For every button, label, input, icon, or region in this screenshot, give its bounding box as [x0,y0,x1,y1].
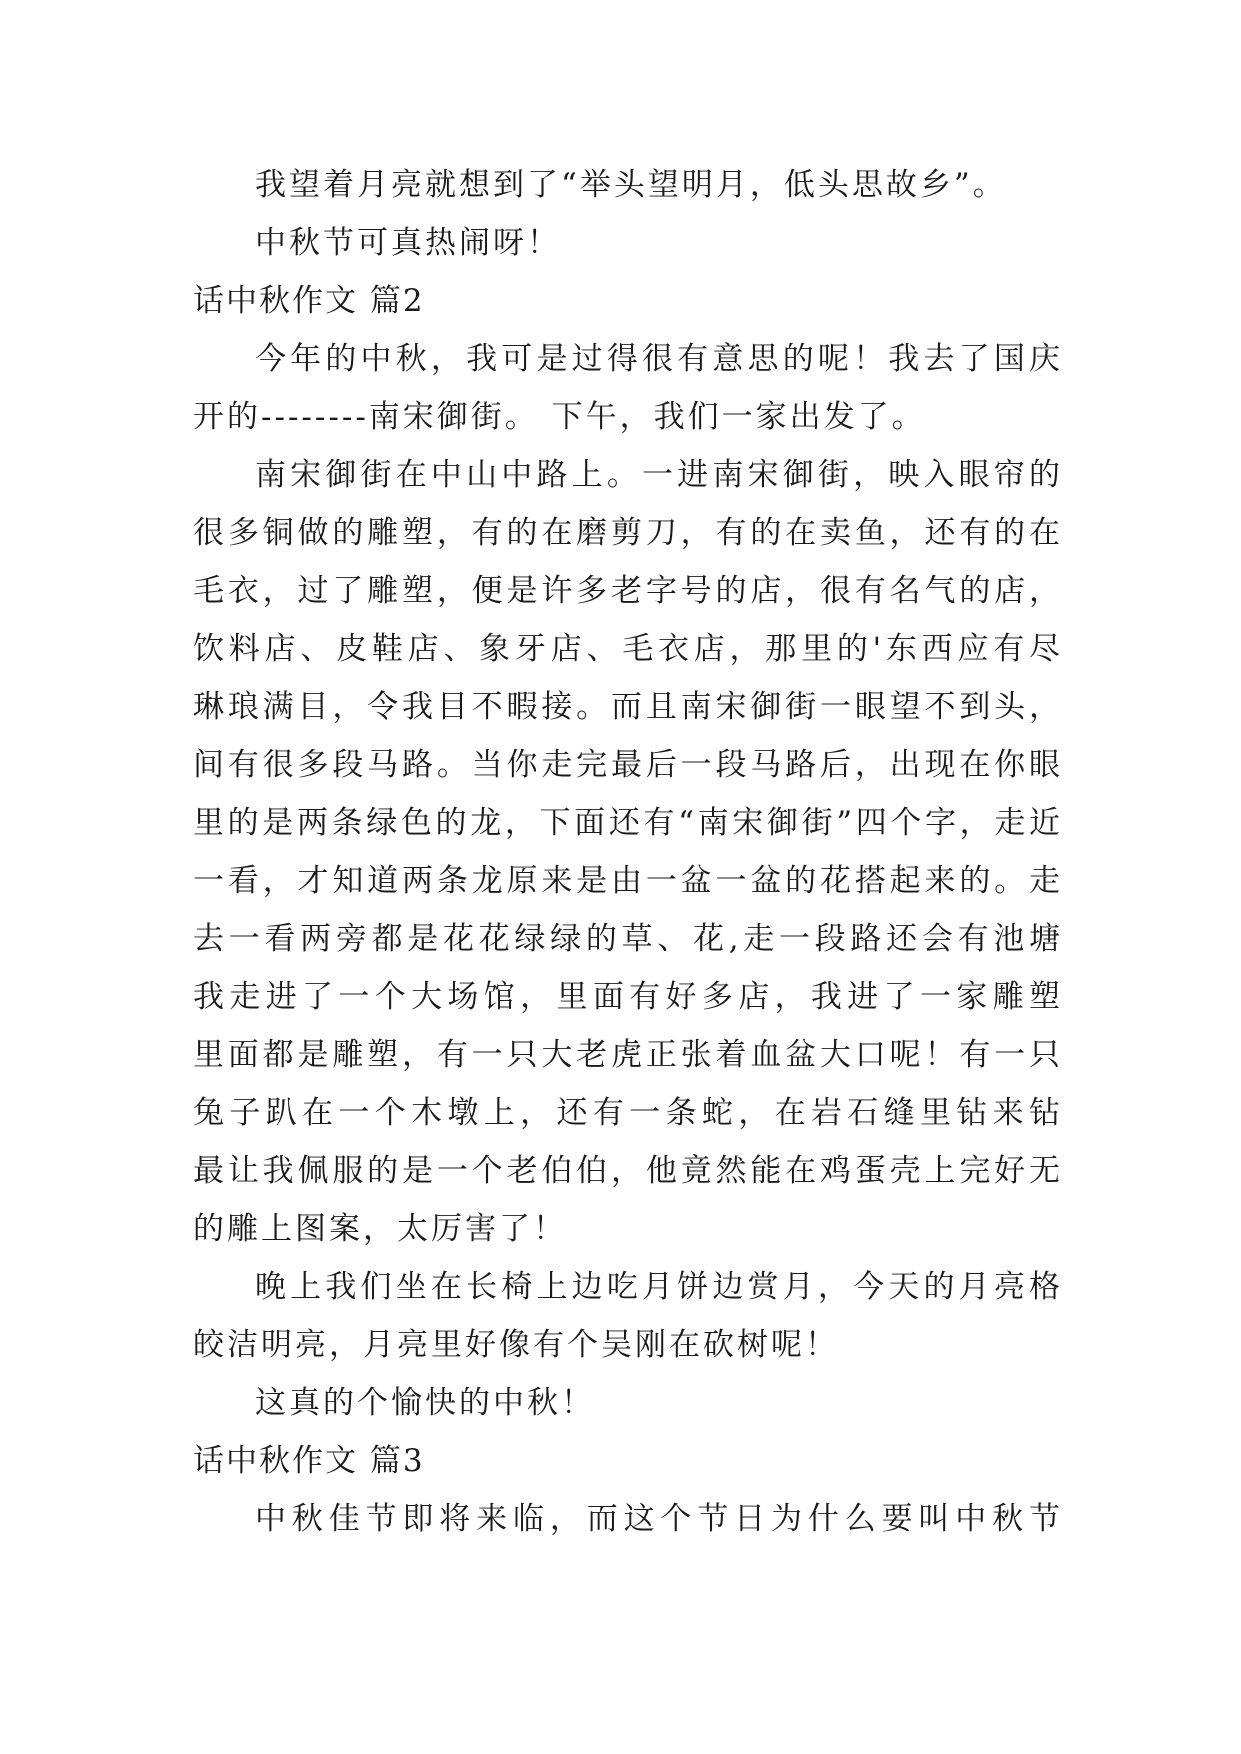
paragraph-line: 开的--------南宋御街。 下午，我们一家出发了。 [193,399,926,435]
paragraph-line: 这真的个愉快的中秋！ [255,1385,595,1421]
document-body [193,156,1063,1548]
paragraph-line: 琳琅满目，令我目不暇接。而且南宋御街一眼望不到头， [193,689,1063,725]
paragraph-line: 里的是两条绿色的龙，下面还有“南宋御街”四个字，走近 [193,805,1063,841]
section-heading: 话中秋作文 篇2 [193,283,425,319]
paragraph-line: 今年的中秋，我可是过得很有意思的呢！我去了国庆 [255,341,1063,377]
paragraph-line: 间有很多段马路。当你走完最后一段马路后，出现在你眼 [193,747,1063,783]
paragraph-line: 中秋佳节即将来临，而这个节日为什么要叫中秋节 [255,1501,1063,1537]
paragraph-line: 的雕上图案，太厉害了！ [193,1211,567,1247]
paragraph-line: 饮料店、皮鞋店、象牙店、毛衣店，那里的'东西应有尽 [193,631,1063,667]
paragraph-line: 中秋节可真热闹呀！ [255,225,561,261]
paragraph-line: 晚上我们坐在长椅上边吃月饼边赏月，今天的月亮格 [255,1269,1063,1305]
paragraph-line: 一看，才知道两条龙原来是由一盆一盆的花搭起来的。走 [193,863,1063,899]
paragraph-line: 去一看两旁都是花花绿绿的草、花,走一段路还会有池塘 [193,921,1063,957]
paragraph-line: 很多铜做的雕塑，有的在磨剪刀，有的在卖鱼，还有的在 [193,515,1063,551]
paragraph-line: 皎洁明亮，月亮里好像有个吴刚在砍树呢！ [193,1327,839,1363]
paragraph-line: 兔子趴在一个木墩上，还有一条蛇，在岩石缝里钻来钻 [193,1095,1063,1131]
paragraph-line: 南宋御街在中山中路上。一进南宋御街，映入眼帘的 [255,457,1063,493]
section-heading: 话中秋作文 篇3 [193,1443,425,1479]
paragraph-line: 我走进了一个大场馆，里面有好多店，我进了一家雕塑 [193,979,1063,1015]
paragraph-line: 毛衣，过了雕塑，便是许多老字号的店，很有名气的店， [193,573,1063,609]
paragraph-line: 最让我佩服的是一个老伯伯，他竟然能在鸡蛋壳上完好无 [193,1153,1063,1189]
paragraph-line: 我望着月亮就想到了“举头望明月，低头思故乡”。 [255,167,1007,203]
paragraph-line: 里面都是雕塑，有一只大老虎正张着血盆大口呢！有一只 [193,1037,1063,1073]
